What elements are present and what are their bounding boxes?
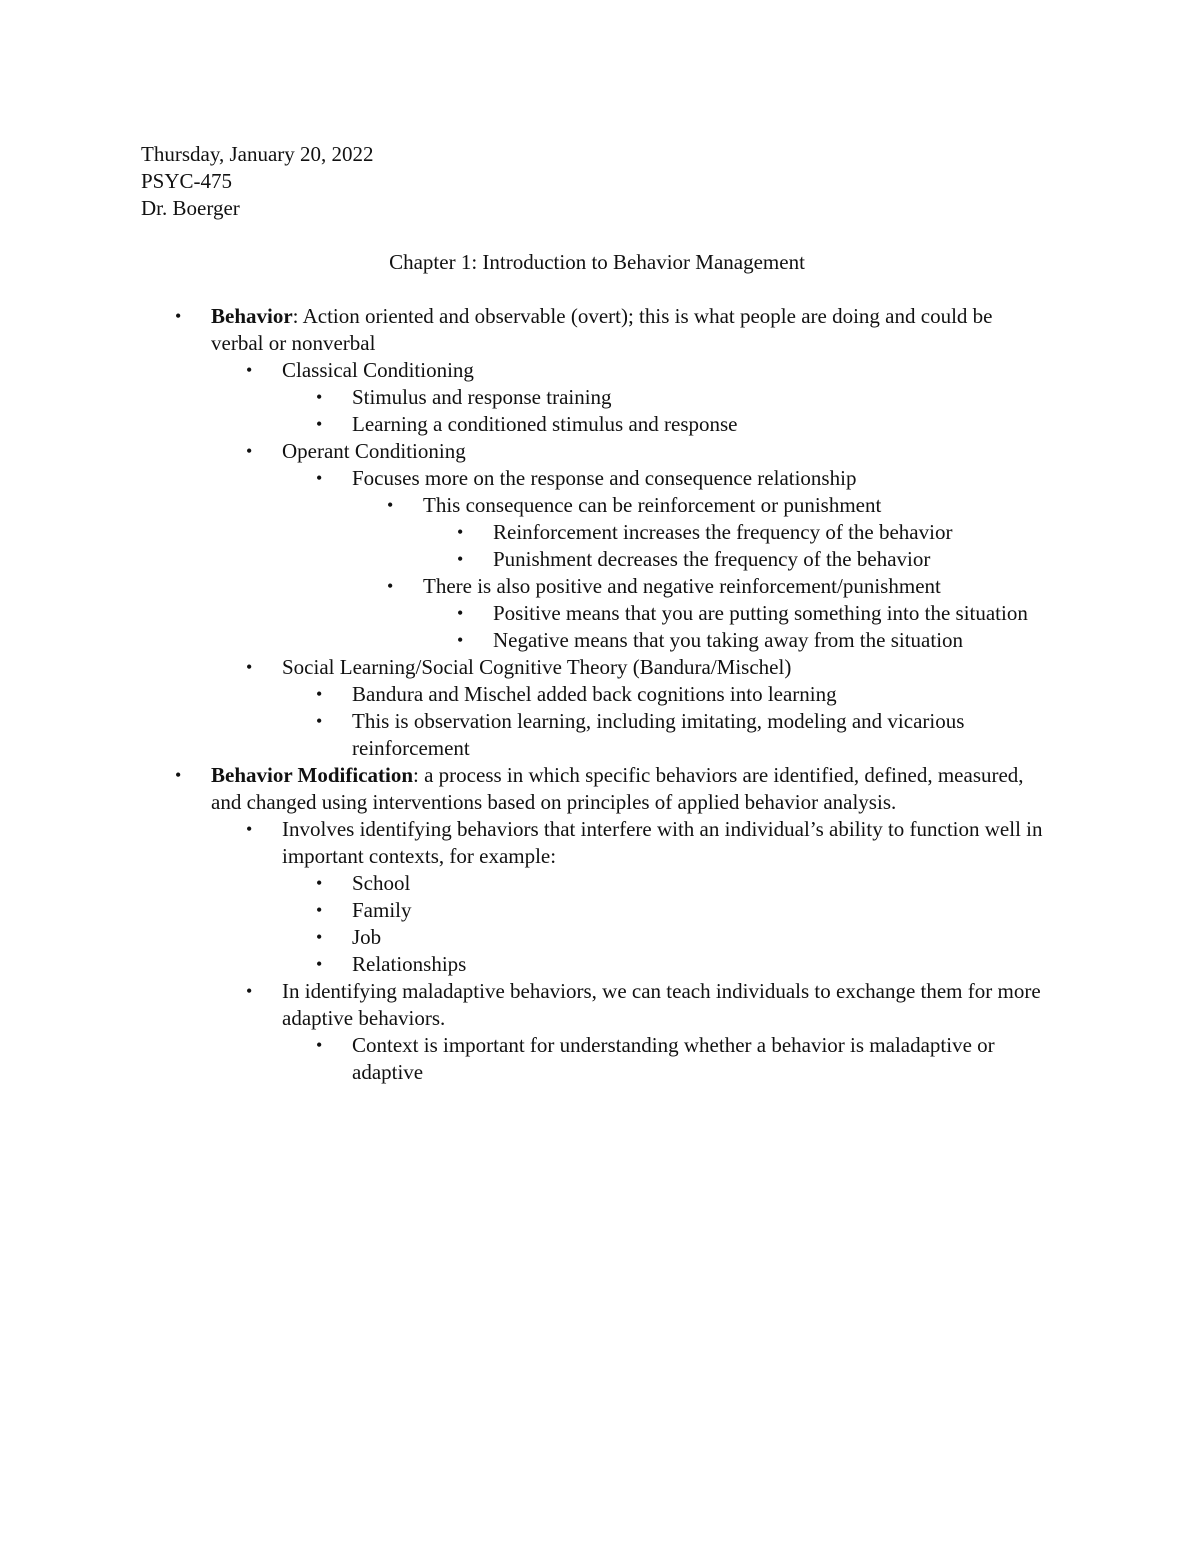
list-item-label: There is also positive and negative reinforcement/punishment xyxy=(423,574,941,598)
bullet-icon: • xyxy=(316,468,323,488)
list-item-label: Classical Conditioning xyxy=(282,358,474,382)
bullet-icon: • xyxy=(246,360,253,380)
notes-outline xyxy=(0,303,1200,1086)
bullet-icon: • xyxy=(175,306,182,326)
bullet-icon: • xyxy=(316,1035,323,1055)
bullet-icon: • xyxy=(457,603,464,623)
list-item-label: Reinforcement increases the frequency of the behavior xyxy=(493,520,953,544)
bullet-icon: • xyxy=(246,981,253,1001)
list-item-label: Operant Conditioning xyxy=(282,439,466,463)
list-item-label: Social Learning/Social Cognitive Theory (Bandura/Mischel) xyxy=(282,655,792,679)
bullet-icon: • xyxy=(246,657,253,677)
bullet-icon: • xyxy=(316,900,323,920)
list-item-label: Bandura and Mischel added back cognitions into learning xyxy=(352,682,837,706)
list-item-label: Context is important for understanding whether a behavior is maladaptive or adaptive xyxy=(352,1033,995,1084)
list-item-label: This is observation learning, including imitating, modeling and vicarious reinforcement xyxy=(352,709,965,760)
bullet-icon: • xyxy=(387,576,394,596)
bullet-icon: • xyxy=(457,549,464,569)
chapter-title: Chapter 1: Introduction to Behavior Management xyxy=(389,250,805,274)
bullet-icon: • xyxy=(316,873,323,893)
list-item-label: Relationships xyxy=(352,952,467,976)
list-item xyxy=(316,384,1052,411)
bullet-icon: • xyxy=(316,954,323,974)
course-line: PSYC-475 xyxy=(141,169,233,193)
list-item xyxy=(316,681,1052,708)
list-item-label: Negative means that you taking away from the situation xyxy=(493,628,964,652)
list-item-classical-conditioning xyxy=(246,357,1052,384)
list-item xyxy=(316,1032,1052,1086)
bullet-icon: • xyxy=(316,684,323,704)
list-item xyxy=(316,465,1052,492)
list-item-social-learning xyxy=(246,654,1052,681)
bullet-icon: • xyxy=(316,414,323,434)
list-item xyxy=(316,411,1052,438)
list-item xyxy=(457,600,1028,627)
list-item-label: Family xyxy=(352,898,412,922)
behavior-modification-definition: : a process in which specific behaviors are identified, defined, measured, and changed using interventions based on principles of applied behavior analysis. xyxy=(211,763,1024,814)
term-behavior: Behavior xyxy=(211,304,293,328)
list-item-label: This consequence can be reinforcement or punishment xyxy=(423,493,882,517)
list-item xyxy=(457,546,1028,573)
list-item xyxy=(387,492,1043,519)
bullet-icon: • xyxy=(457,630,464,650)
term-behavior-modification: Behavior Modification xyxy=(211,763,414,787)
date-line: Thursday, January 20, 2022 xyxy=(141,142,374,166)
bullet-icon: • xyxy=(316,927,323,947)
list-item-label: Positive means that you are putting something into the situation xyxy=(493,601,1028,625)
bullet-icon: • xyxy=(457,522,464,542)
list-item-behavior-modification xyxy=(175,762,1031,816)
bullet-icon: • xyxy=(246,819,253,839)
list-item-label: In identifying maladaptive behaviors, we can teach individuals to exchange them for more adaptive behaviors. xyxy=(282,979,1041,1030)
list-item xyxy=(316,951,1052,978)
bullet-icon: • xyxy=(316,387,323,407)
list-item xyxy=(387,573,1043,600)
list-item-maladaptive xyxy=(246,978,1052,1032)
list-item xyxy=(316,708,1052,762)
bullet-icon: • xyxy=(387,495,394,515)
list-item-operant-conditioning xyxy=(246,438,1052,465)
list-item xyxy=(316,870,1052,897)
list-item-label: Focuses more on the response and consequence relationship xyxy=(352,466,857,490)
list-item xyxy=(316,924,1052,951)
bullet-icon: • xyxy=(316,711,323,731)
list-item-label: Job xyxy=(352,925,382,949)
list-item-label: Learning a conditioned stimulus and response xyxy=(352,412,738,436)
list-item-label: School xyxy=(352,871,411,895)
list-item-label: Stimulus and response training xyxy=(352,385,612,409)
list-item xyxy=(457,519,1028,546)
behavior-definition: : Action oriented and observable (overt); this is what people are doing and could be verbal or nonverbal xyxy=(211,304,993,355)
bullet-icon: • xyxy=(246,441,253,461)
list-item-involves xyxy=(246,816,1052,870)
list-item-label: Punishment decreases the frequency of the behavior xyxy=(493,547,931,571)
bullet-icon: • xyxy=(175,765,182,785)
document-header xyxy=(141,141,374,222)
list-item-label: Involves identifying behaviors that interfere with an individual’s ability to function well in important contexts, for example: xyxy=(282,817,1043,868)
list-item xyxy=(457,627,1028,654)
list-item-behavior xyxy=(175,303,1031,357)
instructor-line: Dr. Boerger xyxy=(141,196,240,220)
list-item xyxy=(316,897,1052,924)
